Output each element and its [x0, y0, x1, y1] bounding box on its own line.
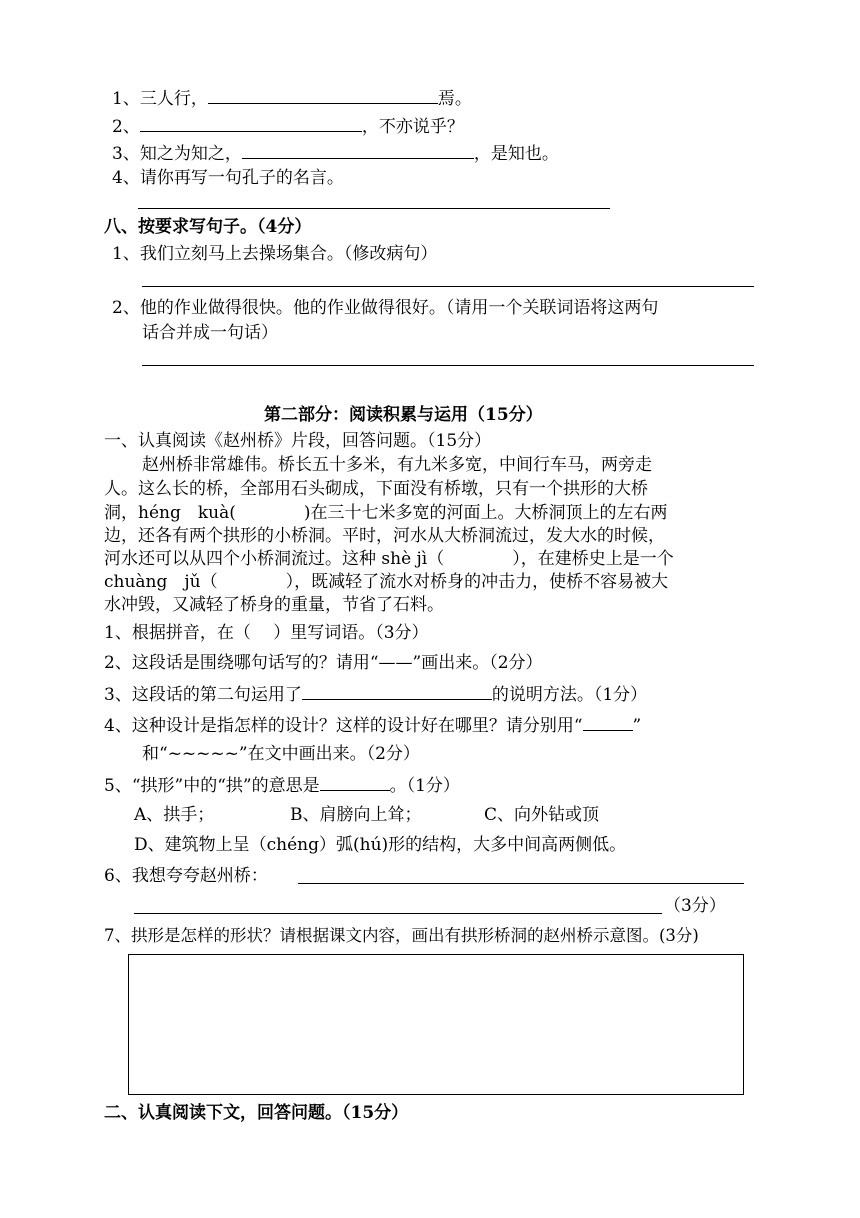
passage-line: chuàng jǔ（ ），既减轻了流水对桥身的冲击力，使桥不容易被大 [104, 572, 669, 592]
part2-title: 第二部分：阅读积累与运用（15分） [264, 405, 543, 425]
passage-line: 人。这么长的桥，全部用石头砌成，下面没有桥墩，只有一个拱形的大桥 [104, 479, 648, 499]
reading-q7: 7、拱形是怎样的形状？请根据课文内容，画出有拱形桥洞的赵州桥示意图。(3分) [104, 926, 699, 945]
reading-q6-score: （3分） [664, 896, 726, 916]
poem-blank-3[interactable] [242, 140, 474, 159]
passage-line: 边，还各有两个拱形的小桥洞。平时，河水从大桥洞流过，发大水的时候， [104, 526, 665, 546]
reading-q6: 6、我想夸夸赵州桥： [104, 866, 268, 886]
sec8-q2-line1: 2、他的作业做得很快。他的作业做得很好。（请用一个关联词语将这两句 [112, 298, 659, 318]
poem-answer-line[interactable] [138, 208, 610, 209]
reading-q4-line2: 和“~~~~~”在文中画出来。（2分） [142, 744, 420, 764]
reading-q5-option-b: B、肩膀向上耸； [290, 805, 422, 825]
reading-q4-line1: 4、这种设计是指怎样的设计？这样的设计好在哪里？请分别用“ ” [104, 712, 641, 738]
poem-blank-2[interactable] [140, 113, 362, 132]
poem-line-3: 3、知之为知之， ，是知也。 [112, 140, 559, 166]
reading-q4-underline-sample [583, 712, 633, 731]
reading-q6-answer-line-1[interactable] [298, 883, 744, 884]
reading-q3: 3、这段话的第二句运用了 的说明方法。（1分） [104, 681, 647, 707]
reading-q5-option-a: A、拱手； [134, 805, 215, 825]
reading-q2: 2、这段话是围绕哪句话写的？请用“——”画出来。（2分） [104, 653, 543, 673]
reading-q5-option-d: D、建筑物上呈（chéng）弧(hú)形的结构，大多中间高两侧低。 [134, 835, 627, 855]
reading-q5-option-c: C、向外钻或顶 [484, 805, 600, 825]
part2-q2-heading: 二、认真阅读下文，回答问题。（15分） [104, 1103, 409, 1123]
reading-q5: 5、“拱形”中的“拱”的意思是 。（1分） [104, 772, 460, 798]
part2-q1-heading: 一、认真阅读《赵州桥》片段，回答问题。（15分） [104, 431, 492, 451]
passage-line: 洞，héng kuà( )在三十七米多宽的河面上。大桥洞顶上的左右两 [104, 503, 668, 523]
sec8-q2-answer-line[interactable] [142, 365, 754, 366]
sec8-heading: 八、按要求写句子。（4分） [104, 217, 312, 237]
reading-q1: 1、根据拼音，在（ ）里写词语。（3分） [104, 623, 429, 643]
sec8-q1: 1、我们立刻马上去操场集合。（修改病句） [112, 244, 438, 264]
sec8-q2-line2: 话合并成一句话） [142, 323, 278, 343]
reading-q6-answer-line-2[interactable] [134, 913, 662, 914]
reading-q5-blank[interactable] [320, 772, 390, 791]
poem-blank-1[interactable] [208, 85, 438, 104]
passage-line: 水冲毁，又减轻了桥身的重量，节省了石料。 [104, 595, 444, 615]
poem-line-1: 1、三人行， 焉。 [112, 85, 472, 111]
sec8-q1-answer-line[interactable] [142, 286, 754, 287]
passage-line: 河水还可以从四个小桥洞流过。这种 shè jì（ ），在建桥史上是一个 [104, 549, 674, 569]
poem-line-4: 4、请你再写一句孔子的名言。 [112, 168, 344, 188]
drawing-box[interactable] [128, 954, 744, 1095]
reading-q3-blank[interactable] [302, 681, 492, 700]
passage-line: 赵州桥非常雄伟。桥长五十多米，有九米多宽，中间行车马，两旁走 [142, 455, 652, 475]
poem-line-2: 2、 ，不亦说乎？ [112, 113, 464, 139]
